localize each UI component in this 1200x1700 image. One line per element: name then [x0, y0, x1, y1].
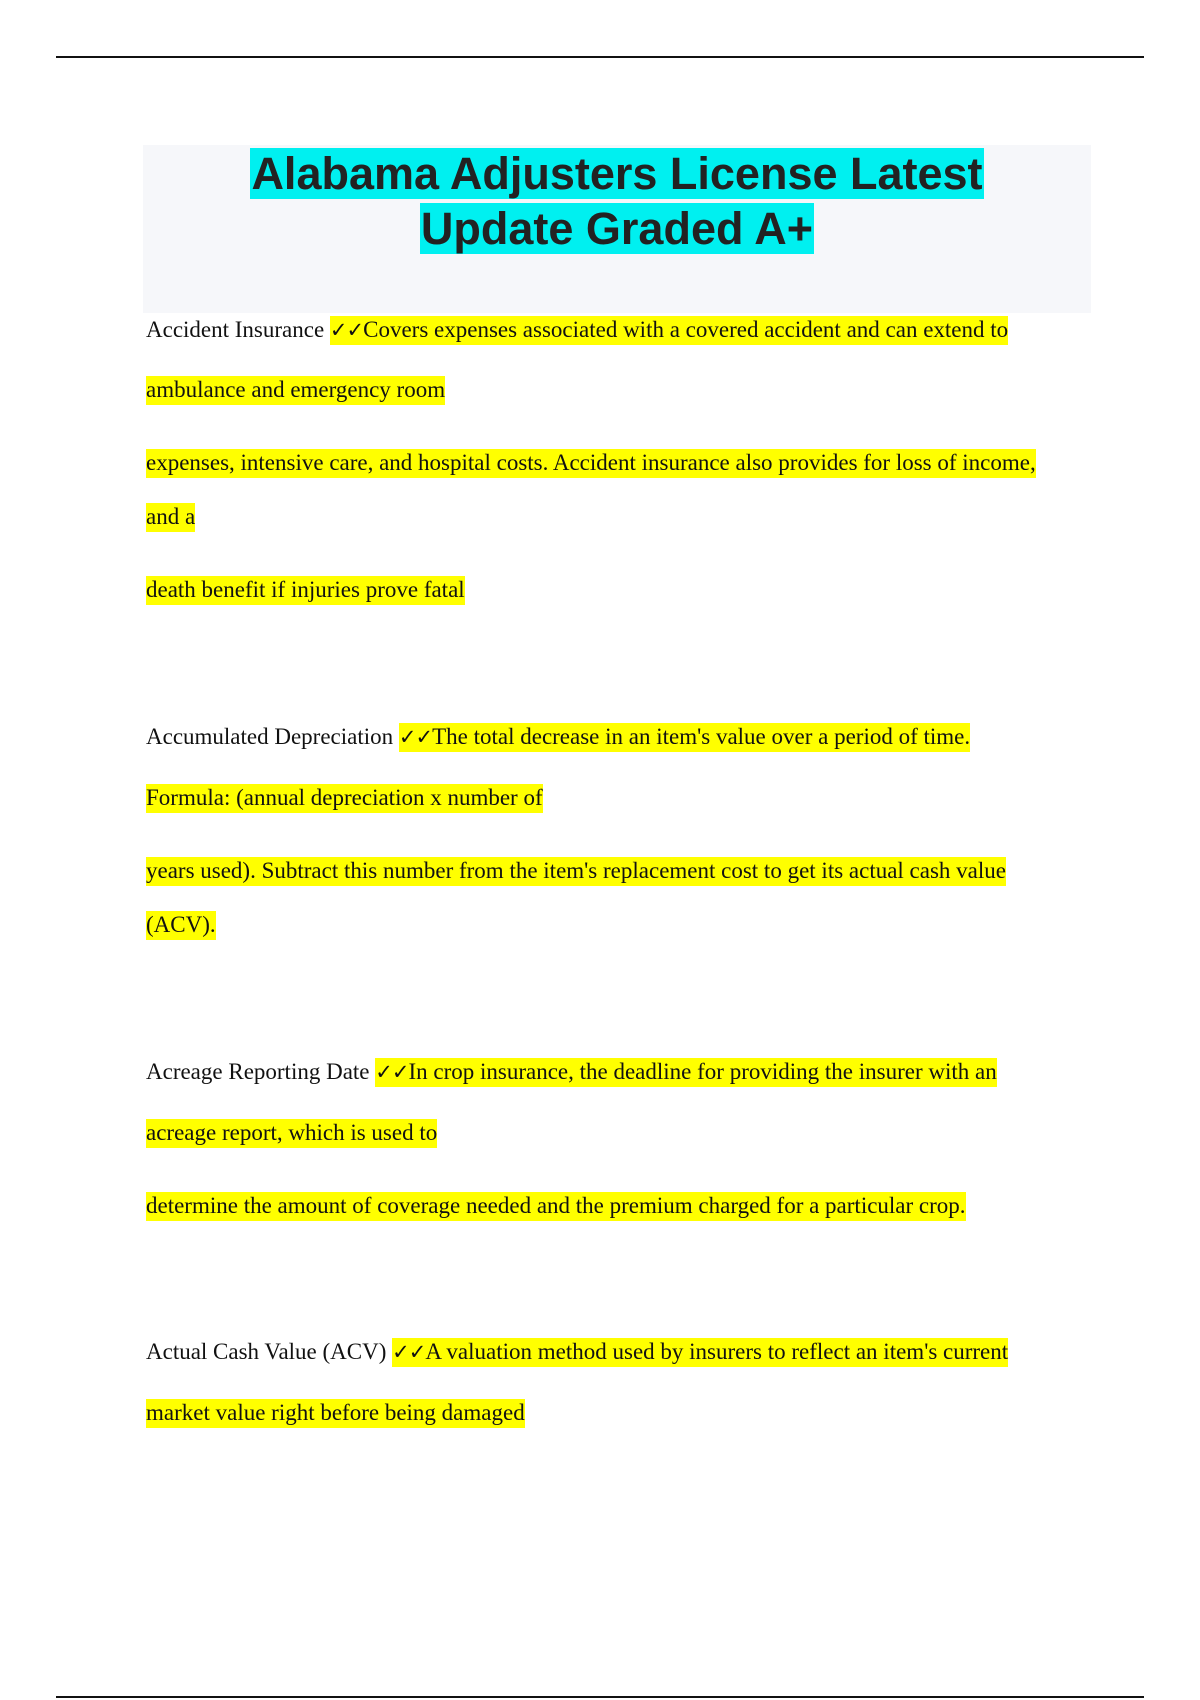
definition-text: expenses, intensive care, and hospital costs. Accident insurance also provides for loss of income,: [146, 449, 1036, 478]
document-title: [143, 146, 1091, 256]
definition-text: determine the amount of coverage needed and the premium charged for a particular crop.: [146, 1192, 966, 1221]
definition-text: acreage report, which is used to: [146, 1119, 437, 1148]
entry-term: Accident Insurance: [146, 317, 325, 342]
entry-term: Accumulated Depreciation: [146, 724, 394, 749]
definition-text: years used). Subtract this number from the item's replacement cost to get its actual cash value: [146, 857, 1006, 886]
definition-text: Formula: (annual depreciation x number of: [146, 784, 543, 813]
header-rule: [56, 56, 1144, 58]
entry-acreage-reporting-date-line-1: [146, 1057, 997, 1087]
definition-highlight: [330, 316, 1008, 345]
entry-actual-cash-value-line-1: [146, 1337, 1008, 1367]
check-icon: ✓✓: [375, 1060, 409, 1084]
footer-rule: [56, 1696, 1144, 1698]
entry-accident-insurance-line-2: [146, 375, 445, 405]
definition-text: In crop insurance, the deadline for providing the insurer with an: [408, 1059, 997, 1084]
definition-text: ambulance and emergency room: [146, 376, 445, 405]
entry-accumulated-depreciation-line-3: [146, 856, 1006, 886]
entry-actual-cash-value-line-2: [146, 1398, 525, 1428]
definition-highlight: [399, 723, 970, 752]
definition-highlight: [375, 1058, 996, 1087]
definition-text: The total decrease in an item's value over a period of time.: [432, 724, 971, 749]
check-icon: ✓✓: [392, 1340, 426, 1364]
entry-term: Acreage Reporting Date: [146, 1059, 370, 1084]
title-line-2: Update Graded A+: [420, 203, 814, 254]
entry-accumulated-depreciation-line-4: [146, 910, 216, 940]
entry-term: Actual Cash Value (ACV): [146, 1339, 387, 1364]
definition-highlight: [392, 1338, 1008, 1367]
entry-accumulated-depreciation-line-1: [146, 722, 970, 752]
entry-accident-insurance-line-4: [146, 502, 195, 532]
definition-text: and a: [146, 503, 195, 532]
entry-acreage-reporting-date-line-3: [146, 1191, 966, 1221]
check-icon: ✓✓: [398, 725, 433, 749]
entry-accident-insurance-line-5: [146, 575, 465, 605]
entry-accident-insurance-line-1: [146, 315, 1008, 345]
title-line-1: Alabama Adjusters License Latest: [251, 148, 983, 199]
entry-accident-insurance-line-3: [146, 448, 1036, 478]
definition-text: (ACV).: [146, 911, 216, 940]
entry-accumulated-depreciation-line-2: [146, 783, 543, 813]
definition-text: Covers expenses associated with a covered accident and can extend to: [363, 317, 1009, 342]
entry-acreage-reporting-date-line-2: [146, 1118, 437, 1148]
definition-text: A valuation method used by insurers to reflect an item's current: [425, 1339, 1009, 1364]
definition-text: market value right before being damaged: [146, 1399, 525, 1428]
check-icon: ✓✓: [329, 318, 364, 342]
definition-text: death benefit if injuries prove fatal: [146, 576, 465, 605]
